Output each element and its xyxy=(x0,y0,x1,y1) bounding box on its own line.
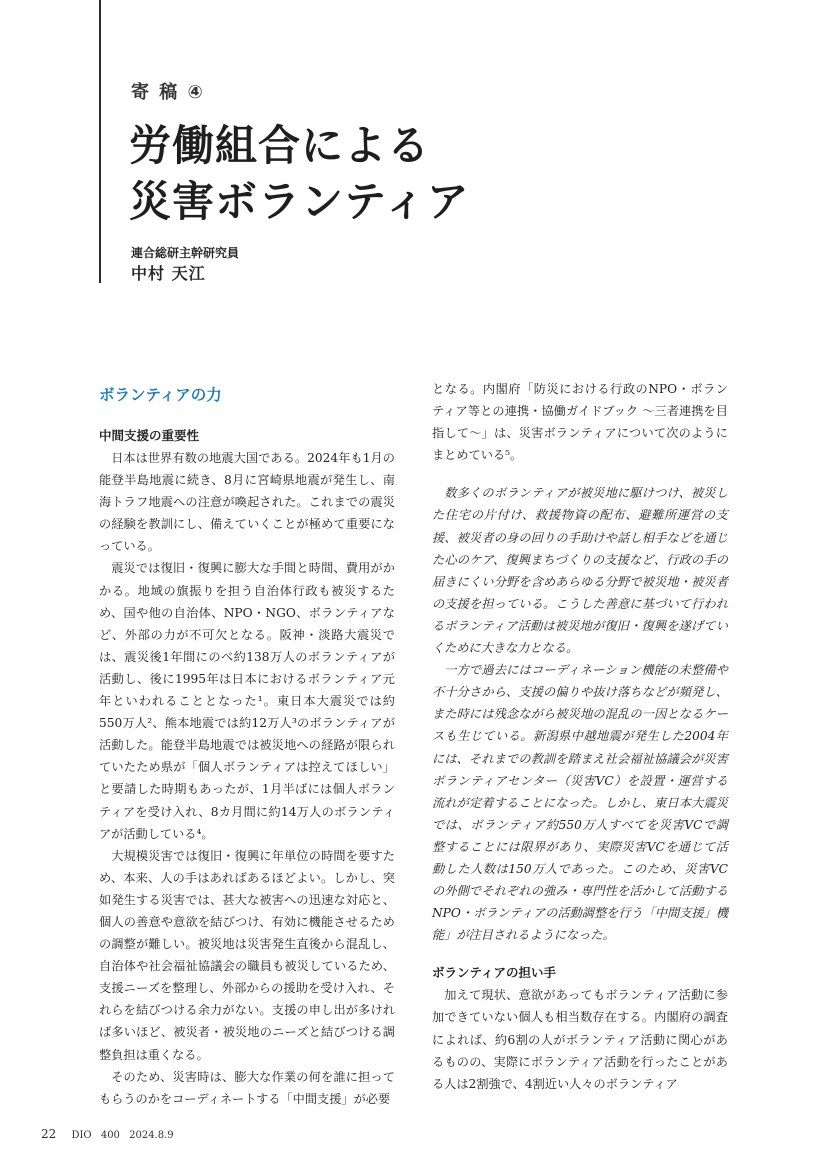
left-column xyxy=(99,383,395,1110)
sub-heading-volunteer-bearers: ボランティアの担い手 xyxy=(432,965,557,981)
title-line-2: 災害ボランティア xyxy=(129,177,470,226)
block-quote xyxy=(432,482,728,946)
magazine-name: DIO xyxy=(71,1130,92,1141)
body-paragraph: 大規模災害では復旧・復興に年単位の時間を要すため、本来、人の手はあればあるほどよい。しかし、突如発生する災害では、甚大な被害への迅速な対応と、個人の善意や意欲を結びつけ、有効に機能させるための調整が難しい。被災地は災害発生直後から混乱し、自治体や社会福祉協議会の職員も被災しているため、支援ニーズを整理し、外部からの援助を受け入れ、それらを結びつける余力がない。支援の申し出が多ければ多いほど、被災者・被災地のニーズと結びつける調整負担は重くなる。 xyxy=(99,848,395,1062)
section-heading: ボランティアの力 xyxy=(99,386,222,404)
article-kicker: 寄 稿 ④ xyxy=(131,82,205,103)
vertical-rule xyxy=(99,0,101,283)
body-paragraph: となる。内閣府「防災における行政のNPO・ボランティア等との連携・協働ガイドブック ～三者連携を目指して～」は、災害ボランティアについて次のようにまとめている⁵。 xyxy=(432,382,728,463)
quote-paragraph: 一方で過去にはコーディネーション機能の未整備や不十分さから、支援の偏りや抜け落ちなどが頻発し、また時には残念ながら被災地の混乱の一因となるケースも生じている。新潟県中越地震が発生した2004年には、それまでの教訓を踏まえ社会福祉協議会が災害ボランティアセンター（災害VC）を設置・運営する流れが定着することになった。しかし、東日本大震災では、ボランティア約550万人すべてを災害VCで調整することには限界があり、実際災害VCを通じて活動した人数は150万人であった。このため、災害VCの外側でそれぞれの強み・専門性を活かして活動するNPO・ボランティアの活動調整を行う「中間支援」機能」が注目されるようになった。 xyxy=(432,663,729,943)
issue-date: 2024.8.9 xyxy=(129,1130,174,1141)
article-title xyxy=(129,118,470,230)
body-paragraph: 日本は世界有数の地震大国である。2024年も1月の能登半島地震に続き、8月に宮崎県地震が発生し、南海トラフ地震への注意が喚起された。これまでの震災の経験を教訓にし、備えていくことが極めて重要になっている。 xyxy=(99,451,395,554)
author-affiliation: 連合総研主幹研究員 xyxy=(131,246,240,260)
body-paragraph: 震災では復旧・復興に膨大な手間と時間、費用がかかる。地域の旗振りを担う自治体行政も被災するため、国や他の自治体、NPO・NGO、ボランティアなど、外部の力が不可欠となる。阪神・淡路大震災では、震災後1年間にのべ約138万人のボランティアが活動し、後に1995年は日本におけるボランティア元年といわれることとなった¹。東日本大震災では約550万人²、熊本地震では約12万人³のボランティアが活動した。能登半島地震では被災地への経路が限られていたため県が「個人ボランティアは控えてほしい」と要請した時期もあったが、1月半ばには個人ボランティアを受け入れ、8カ月間に約14万人のボランティアが活動している⁴。 xyxy=(99,561,395,841)
body-paragraph: 加えて現状、意欲があってもボランティア活動に参加できていない個人も相当数存在する。内閣府の調査によれば、約6割の人がボランティア活動に関心があるものの、実際にボランティア活動を行ったことがある人は2割強で、4割近い人々のボランティア xyxy=(432,988,728,1091)
author-name: 中村 天江 xyxy=(131,264,206,283)
issue-number: 400 xyxy=(100,1130,120,1141)
body-paragraph: そのため、災害時は、膨大な作業の何を誰に担ってもらうのかをコーディネートする「中間支援」が必要 xyxy=(99,1069,395,1106)
title-line-1: 労働組合による xyxy=(129,121,431,170)
right-column xyxy=(432,378,728,1095)
quote-paragraph: 数多くのボランティアが被災地に駆けつけ、被災した住宅の片付け、救援物資の配布、避難所運営の支援、被災者の身の回りの手助けや話し相手などを通じた心のケア、復興まちづくりの支援など、行政の手の届きにくい分野を含めあらゆる分野で被災地・被災者の支援を担っている。こうした善意に基づいて行われるボランティア活動は被災地が復旧・復興を遂げていくために大きな力となる。 xyxy=(432,486,728,656)
page-footer xyxy=(41,1127,180,1141)
sub-heading-intermediate-support: 中間支援の重要性 xyxy=(99,428,200,443)
page-number: 22 xyxy=(41,1127,57,1141)
